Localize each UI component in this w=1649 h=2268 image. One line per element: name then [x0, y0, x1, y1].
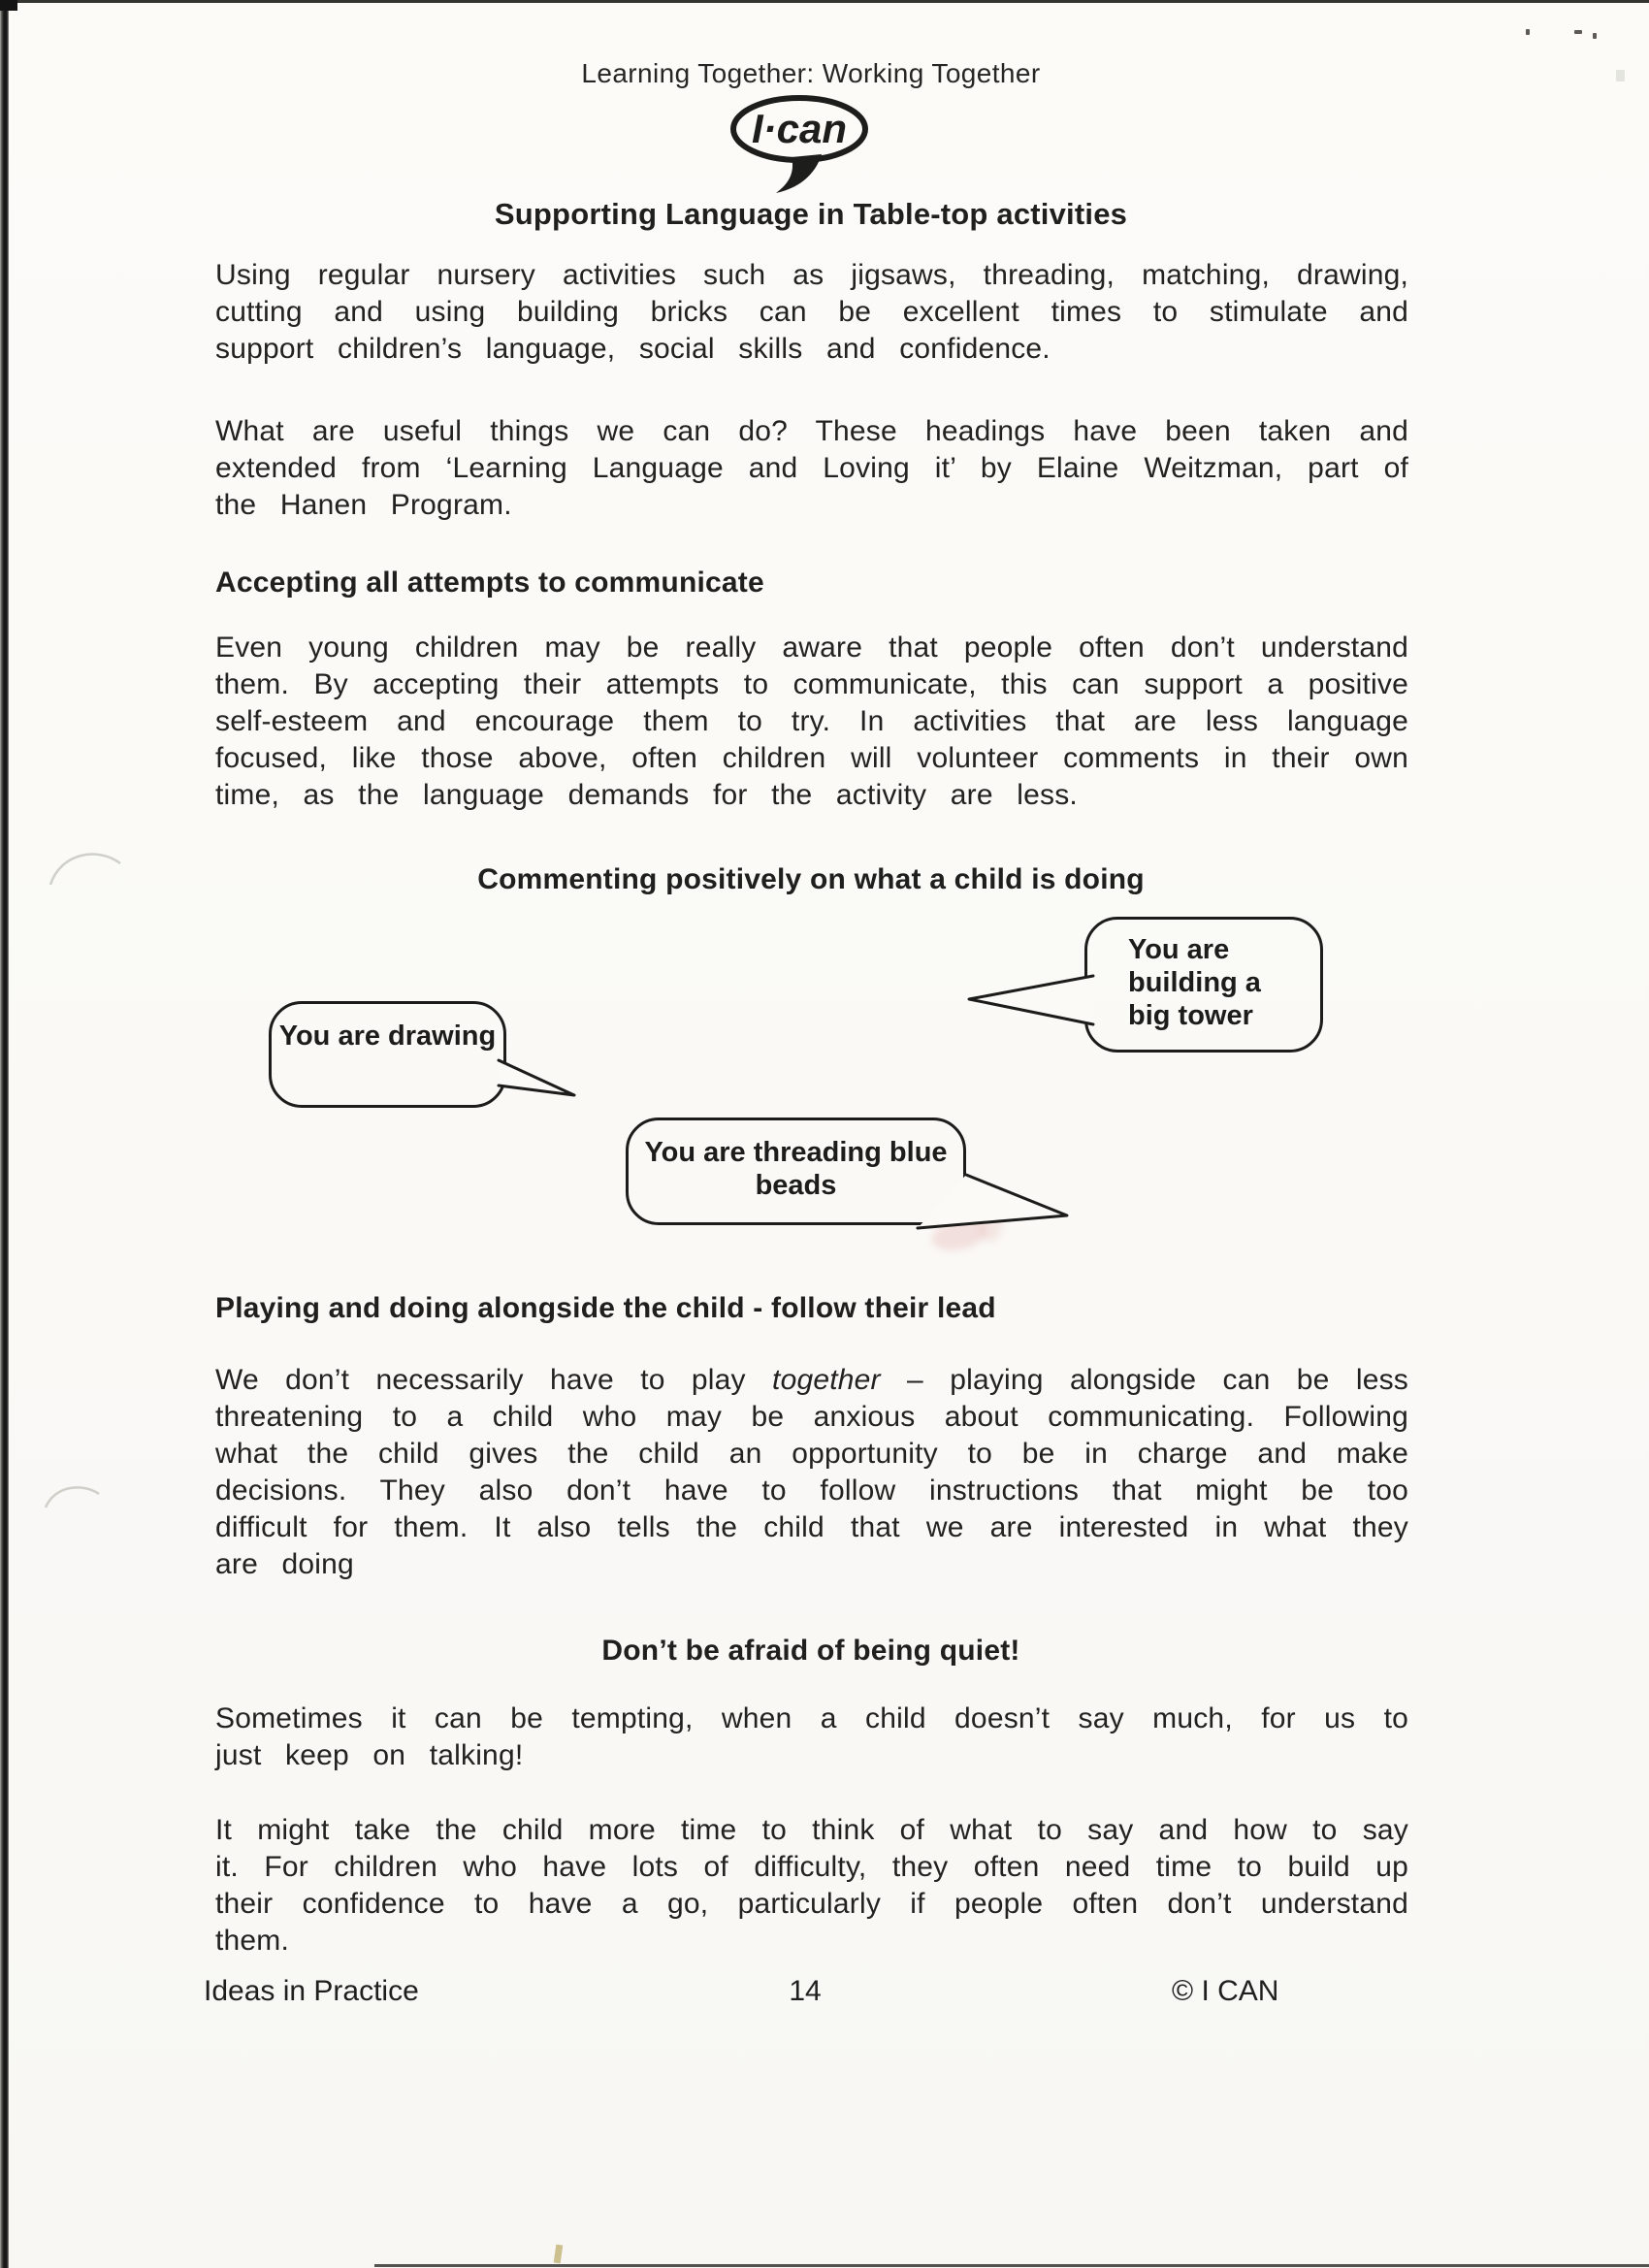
quiet-paragraph-2: It might take the child more time to think of what to say and how to say it. For children who have lots of difficulty, they often need time to build up their confidence to have a go, particularly if people often don’t understand them. — [215, 1814, 1408, 1957]
heading-playing: Playing and doing alongside the child - follow their lead — [215, 1292, 996, 1324]
speech-bubble-text: You are threading blue beads — [644, 1137, 948, 1201]
running-title: Learning Together: Working Together — [581, 58, 1041, 88]
intro-paragraph-2: What are useful things we can do? These headings have been taken and extended from ‘Learning Language and Loving it’ by Elaine Weitzman, part of the Hanen Program. — [215, 415, 1408, 521]
page-title: Supporting Language in Table-top activities — [494, 197, 1128, 231]
speech-bubble-drawing — [269, 1001, 506, 1108]
footer-series-title: Ideas in Practice — [204, 1975, 419, 2007]
scan-speck — [554, 2245, 564, 2264]
intro-paragraph-1: Using regular nursery activities such as jigsaws, threading, matching, drawing, cutting and using building bricks can be excellent times to stimulate and support children’s language, social skills and confidence. — [215, 259, 1408, 365]
scan-edge-bottom — [374, 2264, 1649, 2267]
pencil-arc-mark — [43, 1478, 107, 1517]
speech-bubble-text: You are building a big tower — [1128, 934, 1261, 1031]
scan-speck — [1593, 33, 1597, 39]
playing-paragraph-part1: We don’t necessarily have to play — [215, 1364, 773, 1396]
playing-paragraph-italic: together — [772, 1364, 881, 1396]
ican-logo-speech-bubble-icon — [728, 95, 871, 196]
logo-text: I·can — [751, 106, 848, 151]
scan-edge-left — [0, 0, 9, 2268]
speech-bubble-text: You are drawing — [278, 1021, 497, 1052]
scan-speck — [1526, 29, 1530, 35]
quiet-paragraph-1: Sometimes it can be tempting, when a child doesn’t say much, for us to just keep on talking! — [215, 1702, 1408, 1771]
speech-bubble-tail-icon — [910, 1171, 1075, 1237]
speech-bubble-threading — [626, 1118, 966, 1225]
scan-speck — [1574, 30, 1582, 34]
accepting-paragraph: Even young children may be really aware that people often don’t understand them. By accepting their attempts to communicate, this can support a positive self-esteem and encourage them to try. In activities that are less language focused, like those above, often children will volunteer comments in their own time, as the language demands for the activity are less. — [215, 632, 1408, 811]
heading-quiet: Don’t be afraid of being quiet! — [601, 1635, 1020, 1667]
scan-edge-top — [0, 0, 1649, 3]
playing-paragraph-part2: – playing alongside can be less threatening to a child who may be anxious about communicating. Following what the child gives the child an opportunity to be in charge and make decisions. They also don’t have to follow instructions that might be too difficult for them. It also tells the child that we are interested in what they are doing — [215, 1364, 1408, 1580]
playing-paragraph — [215, 1362, 1408, 1583]
speech-bubble-tower — [1084, 917, 1323, 1053]
speech-bubble-tail-icon — [499, 1058, 584, 1105]
heading-accepting: Accepting all attempts to communicate — [215, 567, 764, 599]
footer-page-number: 14 — [789, 1975, 822, 2007]
heading-commenting: Commenting positively on what a child is doing — [477, 863, 1145, 895]
scan-corner-mark — [0, 0, 17, 11]
footer-copyright: © I CAN — [1172, 1975, 1279, 2007]
speech-bubble-tail-icon — [963, 974, 1095, 1030]
